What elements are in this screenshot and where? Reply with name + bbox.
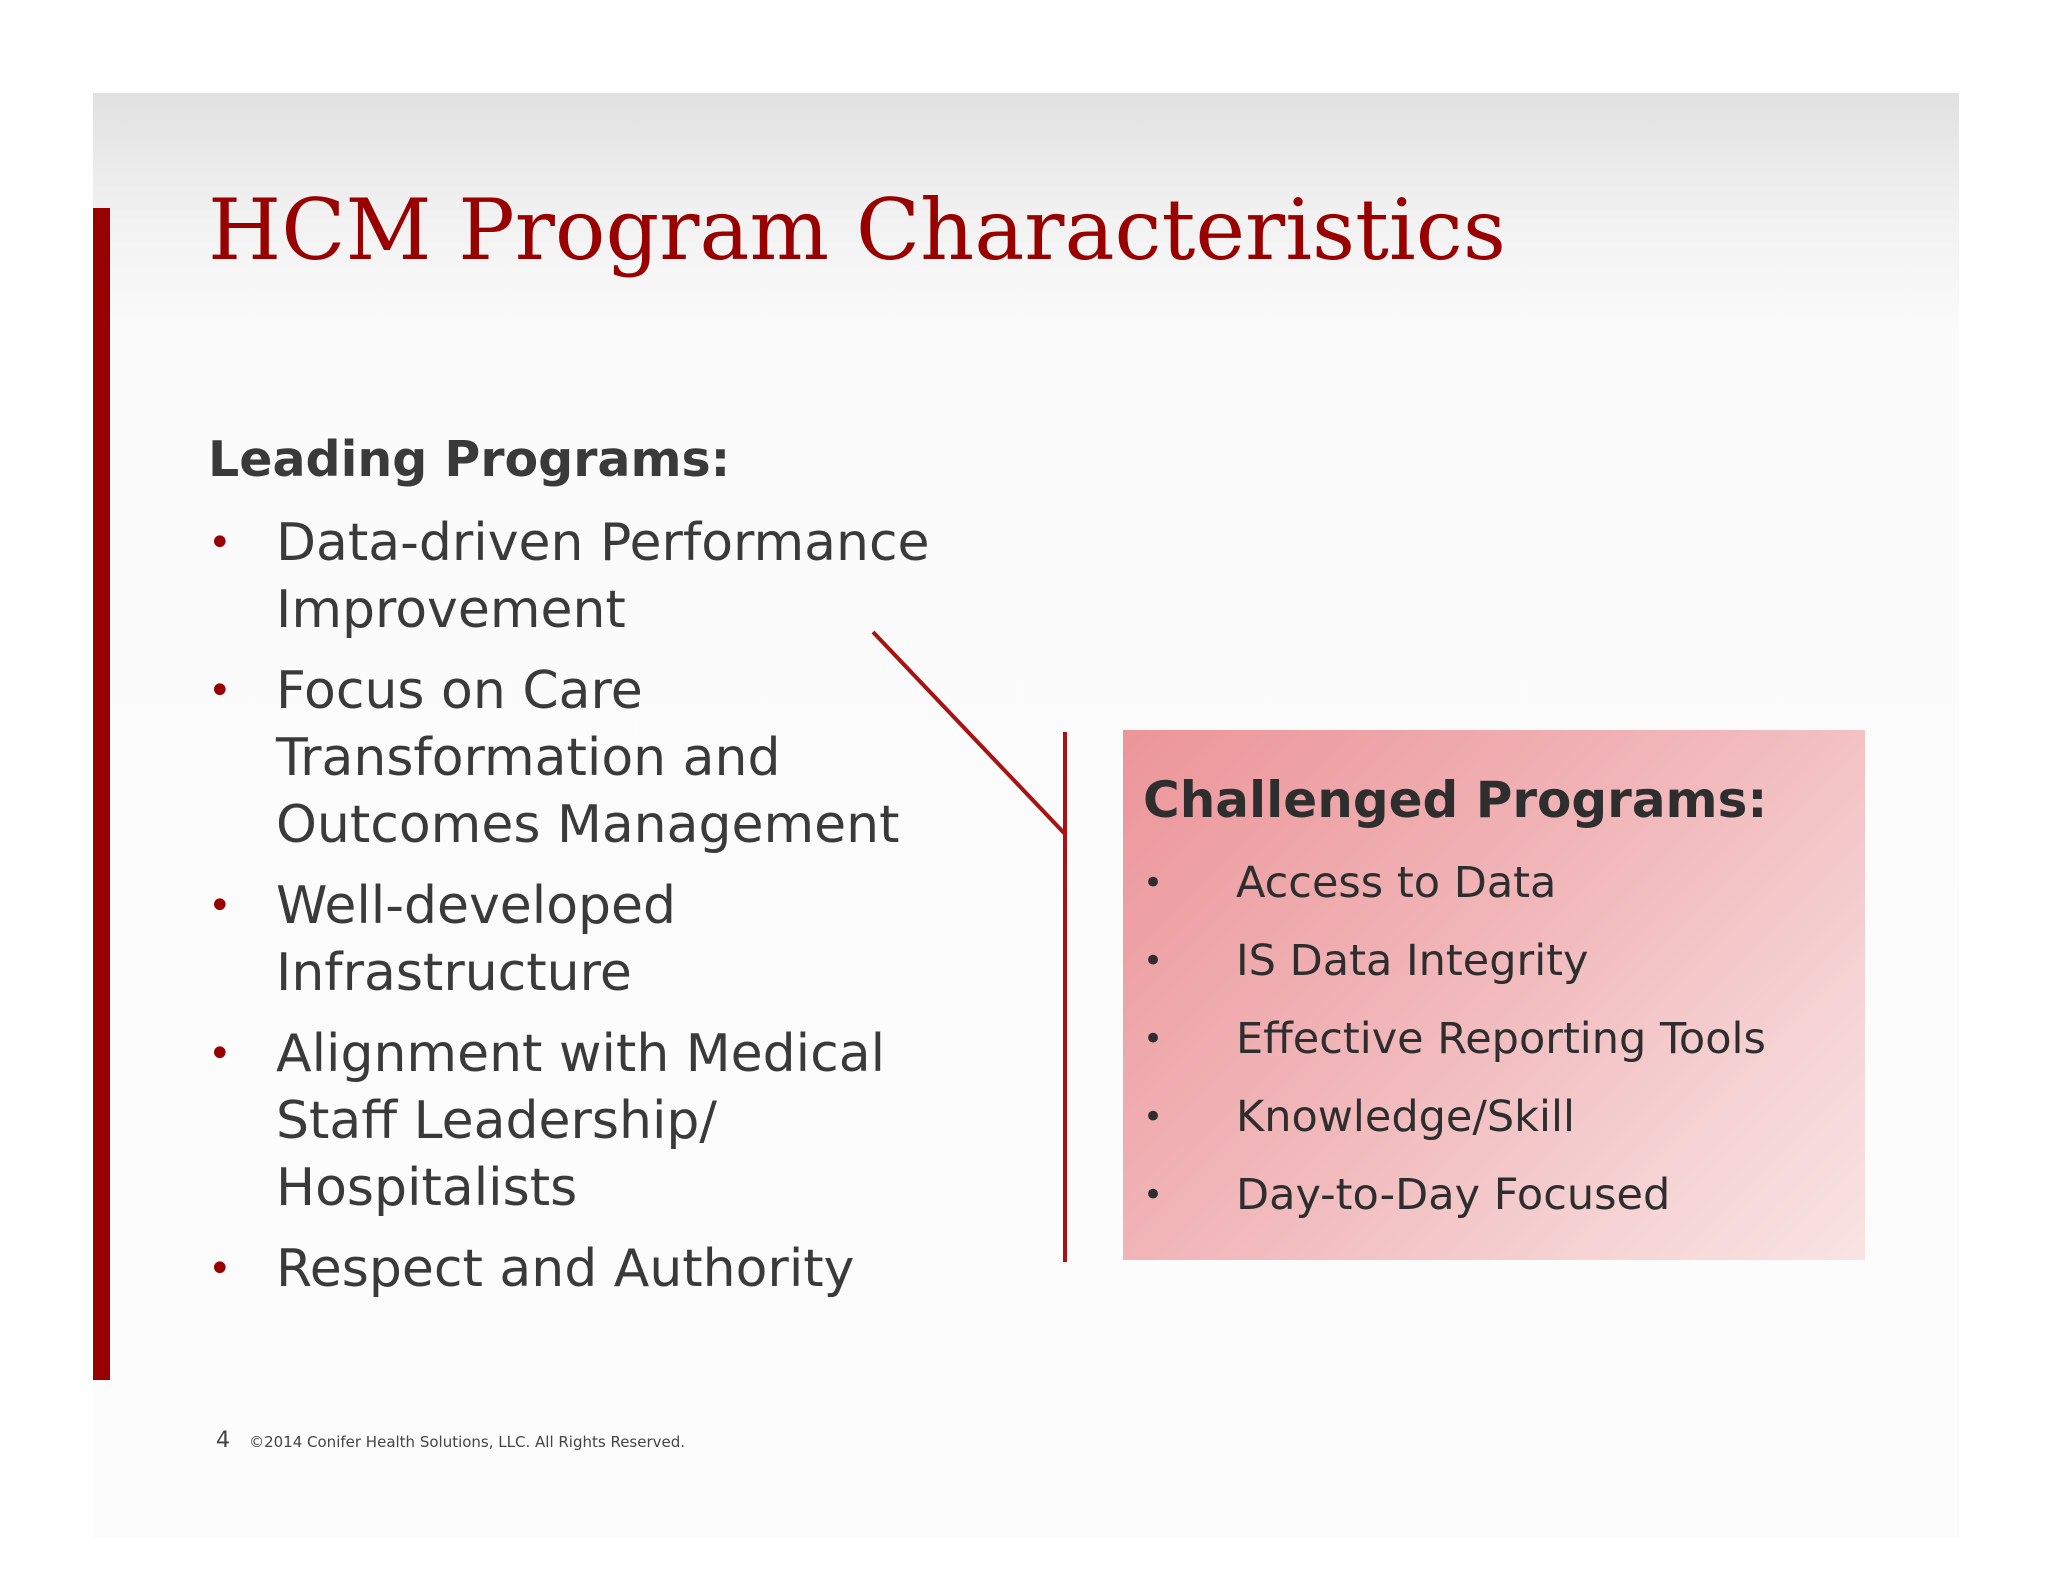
list-item-text: Respect and Authority <box>276 1239 855 1299</box>
leading-programs-heading: Leading Programs: <box>208 431 731 488</box>
list-item-text: Focus on Care Transformation and Outcomes Management <box>276 661 900 855</box>
list-item <box>1143 933 1766 1011</box>
bullet-icon: • <box>1143 1097 1164 1137</box>
bullet-icon: • <box>1143 863 1164 903</box>
connector-diagonal-line <box>873 632 1065 834</box>
slide-footer <box>216 1428 685 1453</box>
challenged-programs-box <box>1123 730 1865 1260</box>
challenged-programs-list <box>1143 855 1766 1245</box>
bullet-icon: • <box>208 1031 232 1077</box>
list-item <box>1143 1167 1766 1245</box>
slide-title: HCM Program Characteristics <box>208 181 1506 279</box>
list-item-text: Data-driven Performance Improvement <box>276 513 930 640</box>
list-item-text: IS Data Integrity <box>1236 936 1589 986</box>
bullet-icon: • <box>1143 1019 1164 1059</box>
bullet-icon: • <box>1143 941 1164 981</box>
challenged-programs-heading: Challenged Programs: <box>1143 771 1768 829</box>
bullet-icon: • <box>208 1246 232 1292</box>
list-item-text: Well-developed Infrastructure <box>276 876 677 1003</box>
list-item-text: Day-to-Day Focused <box>1236 1170 1671 1220</box>
list-item-text: Effective Reporting Tools <box>1236 1014 1766 1064</box>
bullet-icon: • <box>208 520 232 566</box>
list-item <box>1143 855 1766 933</box>
list-item-text: Knowledge/Skill <box>1236 1092 1575 1142</box>
copyright-notice: ©2014 Conifer Health Solutions, LLC. All Rights Reserved. <box>249 1433 686 1451</box>
list-item <box>1143 1089 1766 1167</box>
page-number: 4 <box>216 1428 230 1453</box>
list-item <box>1143 1011 1766 1089</box>
bullet-icon: • <box>208 668 232 714</box>
list-item-text: Access to Data <box>1236 858 1557 908</box>
bullet-icon: • <box>1143 1175 1164 1215</box>
bullet-icon: • <box>208 883 232 929</box>
list-item-text: Alignment with Medical Staff Leadership/ Hospitalists <box>276 1024 886 1218</box>
